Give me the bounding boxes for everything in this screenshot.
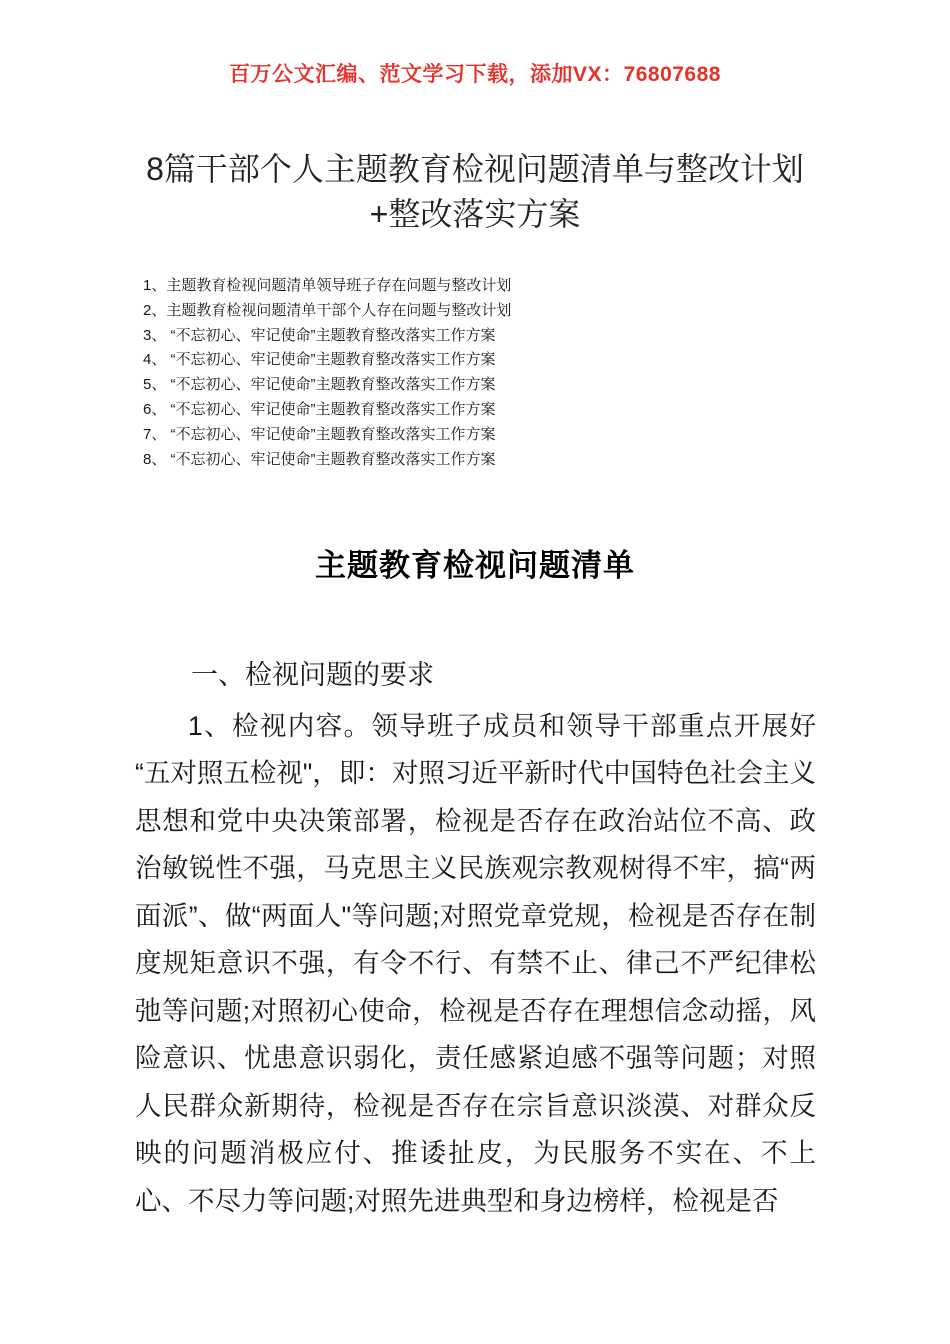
promo-banner: 百万公文汇编、范文学习下载，添加VX：76807688 xyxy=(229,63,721,86)
toc-item-label: “不忘初心、牢记使命”主题教育整改落实工作方案 xyxy=(166,376,496,394)
toc-item-number: 4、 xyxy=(143,351,167,369)
toc-item xyxy=(143,423,823,448)
toc-item-number: 2、 xyxy=(143,301,167,319)
toc-item xyxy=(143,324,823,349)
toc-item xyxy=(143,274,823,299)
toc-item xyxy=(143,373,823,398)
toc-item xyxy=(143,348,823,373)
toc-item xyxy=(143,299,823,324)
toc-item-number: 5、 xyxy=(143,376,167,394)
subsection-heading: 一、检视问题的要求 xyxy=(191,660,434,690)
toc-item-label: “不忘初心、牢记使命”主题教育整改落实工作方案 xyxy=(166,326,496,344)
toc-item-label: “不忘初心、牢记使命”主题教育整改落实工作方案 xyxy=(166,351,496,369)
toc-item-number: 6、 xyxy=(143,400,167,418)
toc-item-label: 主题教育检视问题清单干部个人存在问题与整改计划 xyxy=(166,301,512,319)
toc-item-label: 主题教育检视问题清单领导班子存在问题与整改计划 xyxy=(166,277,512,294)
section-heading: 主题教育检视问题清单 xyxy=(315,547,635,583)
table-of-contents xyxy=(143,274,823,472)
toc-item-label: “不忘初心、牢记使命”主题教育整改落实工作方案 xyxy=(166,450,496,468)
document-title: 8篇干部个人主题教育检视问题清单与整改计划+整改落实方案 xyxy=(146,151,804,233)
toc-item-label: “不忘初心、牢记使命”主题教育整改落实工作方案 xyxy=(166,425,496,443)
toc-item xyxy=(143,448,823,473)
toc-item-number: 1、 xyxy=(143,277,167,294)
body-paragraph: 1、检视内容。领导班子成员和领导干部重点开展好“五对照五检视"，即：对照习近平新时代中国特色社会主义思想和党中央决策部署，检视是否存在政治站位不高、政治敏锐性不强，马克思主义民族观宗教观树得不牢，搞“两面派”、做“两面人"等问题;对照党章党规，检视是否存在制度规矩意识不强，有令不行、有禁不止、律己不严纪律松弛等问题;对照初心使命，检视是否存在理想信念动摇，风险意识、忧患意识弱化，责任感紧迫感不强等问题；对照人民群众新期待，检视是否存在宗旨意识淡漠、对群众反映的问题消极应付、推诿扯皮，为民服务不实在、不上心、不尽力等问题;对照先进典型和身边榜样，检视是否 xyxy=(135,710,816,1216)
toc-item xyxy=(143,398,823,423)
toc-item-label: “不忘初心、牢记使命”主题教育整改落实工作方案 xyxy=(166,400,496,418)
toc-item-number: 8、 xyxy=(143,450,167,468)
toc-item-number: 7、 xyxy=(143,425,167,443)
toc-item-number: 3、 xyxy=(143,326,167,344)
